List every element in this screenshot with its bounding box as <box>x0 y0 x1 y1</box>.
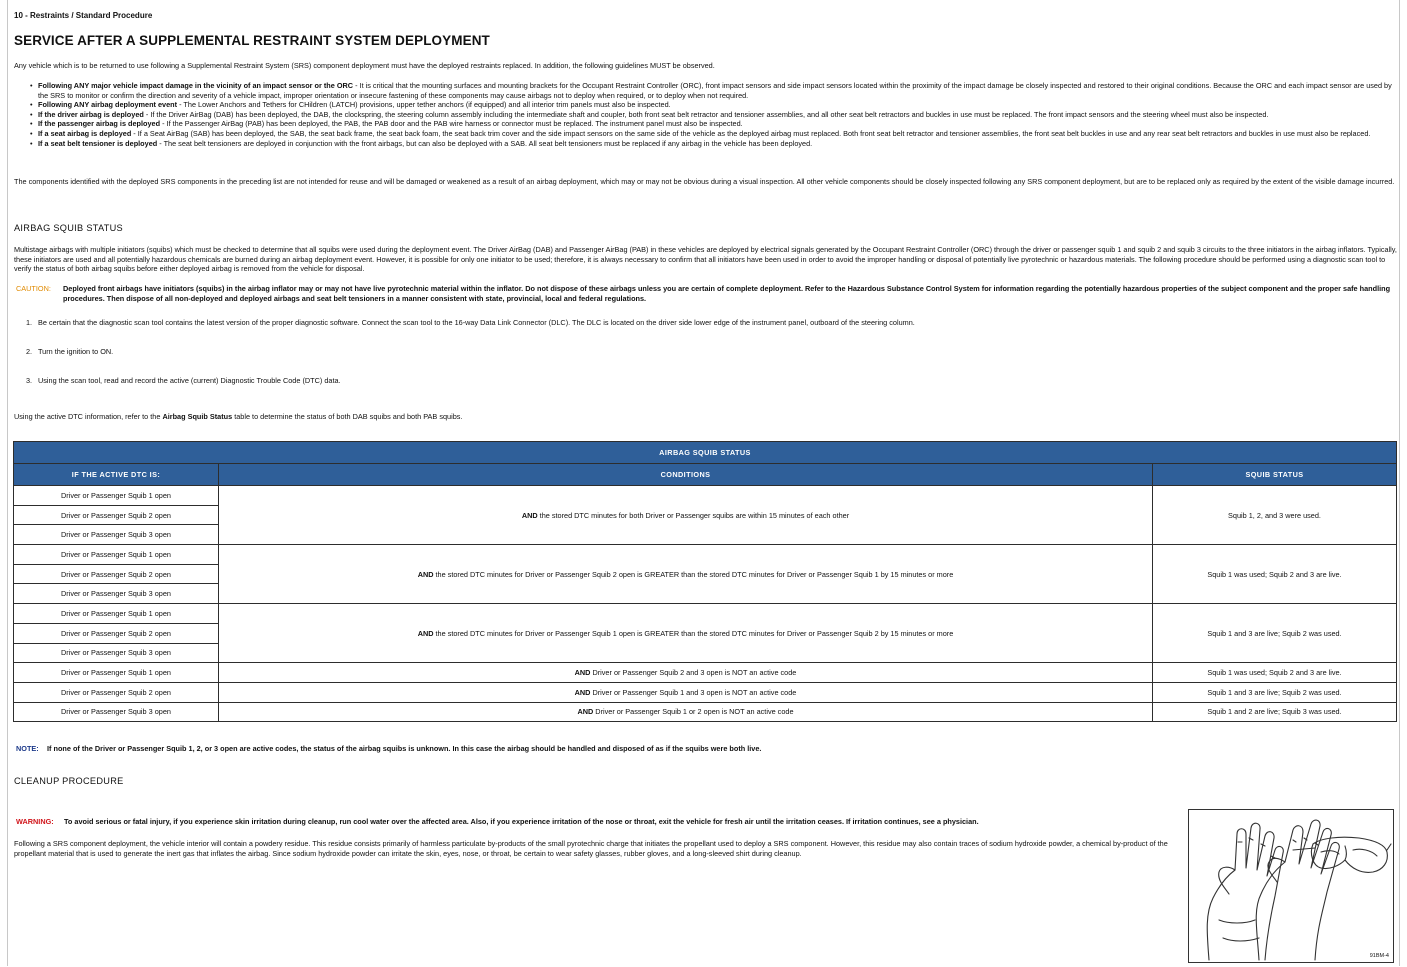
condition-text: the stored DTC minutes for both Driver or Passenger squibs are within 15 minutes of each other <box>537 510 850 520</box>
step-text: Using the scan tool, read and record the active (current) Diagnostic Trouble Code (DTC) data. <box>38 376 341 385</box>
condition-cell <box>219 702 1153 722</box>
dtc-cell: Driver or Passenger Squib 3 open <box>14 702 219 722</box>
intro-paragraph: Any vehicle which is to be returned to use following a Supplemental Restraint System (SRS) component deployment must have the deployed restraints replaced. In addition, the following guidelines MUST be observed. <box>14 61 715 70</box>
bullet-lead: If the driver airbag is deployed <box>38 109 144 119</box>
bullet-text: - The Lower Anchors and Tethers for CHildren (LATCH) provisions, upper tether anchors (if equipped) and all interior trim panels must also be inspected. <box>177 100 671 110</box>
bullet-lead: Following ANY airbag deployment event <box>38 100 178 110</box>
refer-paragraph <box>14 412 1397 422</box>
table-row <box>14 545 1397 565</box>
condition-text: the stored DTC minutes for Driver or Passenger Squib 2 open is GREATER than the stored DTC minutes for Driver or Passenger Squib 1 by 15 minutes or more <box>433 569 954 579</box>
bullet-lead: If a seat airbag is deployed <box>38 128 132 138</box>
dtc-cell: Driver or Passenger Squib 1 open <box>14 545 219 565</box>
refer-post: table to determine the status of both DAB squibs and both PAB squibs. <box>232 412 463 421</box>
page-left-border <box>7 0 8 966</box>
cleanup-heading: CLEANUP PROCEDURE <box>14 776 124 786</box>
dtc-cell: Driver or Passenger Squib 2 open <box>14 505 219 525</box>
condition-text: Driver or Passenger Squib 2 and 3 open is NOT an active code <box>590 668 797 678</box>
step-number: 1. <box>26 318 33 327</box>
refer-pre: Using the active DTC information, refer to the <box>14 412 163 421</box>
bullet-text: - If the Passenger AirBag (PAB) has been deployed, the PAB, the PAB door and the PAB wire harness or connector must be replaced. The instrument panel must also be inspected. <box>160 119 743 129</box>
and-label: AND <box>417 628 434 638</box>
squib-status-heading: AIRBAG SQUIB STATUS <box>14 223 123 233</box>
and-label: AND <box>577 707 594 717</box>
list-item <box>38 129 1398 139</box>
table-row <box>14 682 1397 702</box>
guidelines-list <box>30 81 1398 148</box>
and-label: AND <box>574 687 591 697</box>
step-number: 3. <box>26 376 33 385</box>
gloves-and-glasses-illustration <box>1189 810 1393 962</box>
condition-text: Driver or Passenger Squib 1 and 3 open is NOT an active code <box>590 687 797 697</box>
warning-text: To avoid serious or fatal injury, if you experience skin irritation during cleanup, run cool water over the affected area. Also, if you experience irritation of the nose or throat, exit the vehicle for fresh air until the irritation ceases. If irritation continues, see a physician. <box>64 817 979 826</box>
condition-cell <box>219 682 1153 702</box>
note-text: If none of the Driver or Passenger Squib 1, 2, or 3 open are active codes, the status of the airbag squibs is unknown. In this case the airbag should be handled and disposed of as if the squibs were both live. <box>47 744 762 753</box>
caution-text: Deployed front airbags have initiators (squibs) in the airbag inflator may or may not have live pyrotechnic material within the inflator. Do not dispose of these airbags unless you are certain of complete deployment. Refer to the Hazardous Substance Control System for information regarding the potentially hazardous properties of the subject component and the proper safe handling procedures. Then dispose of all non-deployed and deployed airbags and seat belt tensioners in a manner consistent with state, provincial, local and federal regulations. <box>63 284 1391 303</box>
note-callout <box>16 744 1394 754</box>
status-cell: Squib 1 and 3 are live; Squib 2 was used. <box>1153 604 1397 663</box>
list-item <box>38 119 1398 129</box>
bullet-text: - It is critical that the mounting surfaces and mounting brackets for the Occupant Restraint Controller (ORC), front impact sensors and side impact sensors located within the proximity of the impact damage be closely inspected and restored to their original conditions. Because the ORC and each impact sensor are used by the SRS to monitor or confirm the direction and severity of a vehicle impact, improper orientation or insecure fastening of these components may cause airbags not to deploy when required, or to deploy when not required. <box>38 81 1392 100</box>
bullet-text: - If a Seat AirBag (SAB) has been deployed, the SAB, the seat back frame, the seat back foam, the seat back trim cover and the side impact sensors on the same side of the vehicle as the deployed airbag must replaced. Both front seat belt retractor and tensioner assemblies, the front seat belt buckles in use and any rear seat belt retractors and buckles in use must also be replaced. <box>131 128 1371 138</box>
table-reference-link: Airbag Squib Status <box>162 412 233 421</box>
and-label: AND <box>417 569 434 579</box>
bullet-lead: If the passenger airbag is deployed <box>38 119 161 129</box>
bullet-text: - If the Driver AirBag (DAB) has been deployed, the DAB, the clockspring, the steering column assembly including the intermediate shaft and coupler, both front seat belt retractor and tensioner assemblies, and all other seat belt retractors and buckles in use must be replaced. The front impact sensors and the steering wheel must also be inspected. <box>143 109 1269 119</box>
figure-label: 91BM-4 <box>1369 953 1389 959</box>
status-cell: Squib 1 was used; Squib 2 and 3 are live. <box>1153 663 1397 683</box>
list-item <box>38 100 1398 110</box>
page-title: SERVICE AFTER A SUPPLEMENTAL RESTRAINT SYSTEM DEPLOYMENT <box>14 33 490 48</box>
table-row <box>14 663 1397 683</box>
note-label: NOTE: <box>16 744 39 753</box>
safety-gear-figure <box>1188 809 1394 963</box>
breadcrumb: 10 - Restraints / Standard Procedure <box>14 11 153 20</box>
table-row <box>14 702 1397 722</box>
and-label: AND <box>521 510 538 520</box>
dtc-cell: Driver or Passenger Squib 1 open <box>14 663 219 683</box>
list-item <box>38 110 1398 120</box>
caution-label: CAUTION: <box>16 284 51 293</box>
condition-cell <box>219 604 1153 663</box>
column-header-conditions: CONDITIONS <box>219 464 1153 486</box>
condition-cell <box>219 545 1153 604</box>
squib-status-table <box>13 441 1397 722</box>
condition-cell <box>219 663 1153 683</box>
table-caption: AIRBAG SQUIB STATUS <box>14 442 1397 464</box>
condition-text: Driver or Passenger Squib 1 or 2 open is NOT an active code <box>593 707 794 717</box>
dtc-cell: Driver or Passenger Squib 1 open <box>14 604 219 624</box>
column-header-status: SQUIB STATUS <box>1153 464 1397 486</box>
condition-cell <box>219 486 1153 545</box>
condition-text: the stored DTC minutes for Driver or Passenger Squib 1 open is GREATER than the stored DTC minutes for Driver or Passenger Squib 2 by 15 minutes or more <box>433 628 954 638</box>
squib-paragraph: Multistage airbags with multiple initiators (squibs) which must be checked to determine that all squibs were used during the deployment event. The Driver AirBag (DAB) and Passenger AirBag (PAB) in these vehicles are deployed by electrical signals generated by the Occupant Restraint Controller (ORC) through the driver or passenger squib 1 and squib 2 and squib 3 circuits to the three initiators in the airbag inflators. Typically, these initiators are used and all potentially hazardous chemicals are burned during an airbag deployment event. However, it is possible for only one initiator to be used; therefore, it is always necessary to confirm that all initiators have been used in order to avoid the improper handling or disposal of potentially live pyrotechnic or hazardous materials. The following procedure should be performed using a diagnostic scan tool to verify the status of both airbag squibs before either deployed airbag is removed from the vehicle for disposal. <box>14 245 1397 274</box>
step-text: Turn the ignition to ON. <box>38 347 114 356</box>
page-right-border <box>1399 0 1400 966</box>
table-row <box>14 604 1397 624</box>
and-label: AND <box>574 668 591 678</box>
bullet-text: - The seat belt tensioners are deployed in conjunction with the front airbags, but can also be deployed with a SAB. All seat belt tensioners must be replaced if any airbag in the vehicle has been deployed. <box>157 138 813 148</box>
step-number: 2. <box>26 347 33 356</box>
status-cell: Squib 1 was used; Squib 2 and 3 are live. <box>1153 545 1397 604</box>
status-cell: Squib 1 and 3 are live; Squib 2 was used. <box>1153 682 1397 702</box>
warning-callout <box>16 817 1176 827</box>
step-text: Be certain that the diagnostic scan tool contains the latest version of the proper diagnostic software. Connect the scan tool to the 16-way Data Link Connector (DLC). The DLC is located on the driver side lower edge of the instrument panel, outboard of the steering column. <box>38 318 915 327</box>
caution-callout <box>16 284 1394 303</box>
dtc-cell: Driver or Passenger Squib 3 open <box>14 525 219 545</box>
warning-label: WARNING: <box>16 817 54 826</box>
dtc-cell: Driver or Passenger Squib 2 open <box>14 564 219 584</box>
step-1 <box>26 318 915 327</box>
step-2 <box>26 347 113 356</box>
bullet-lead: If a seat belt tensioner is deployed <box>38 138 158 148</box>
components-paragraph: The components identified with the deployed SRS components in the preceding list are not intended for reuse and will be damaged or weakened as a result of an airbag deployment, which may or may not be obvious during a visual inspection. All other vehicle components should be closely inspected following any SRS component deployment, but are to be replaced only as required by the extent of the visible damage incurred. <box>14 177 1395 186</box>
table-row <box>14 486 1397 506</box>
column-header-dtc: IF THE ACTIVE DTC IS: <box>14 464 219 486</box>
cleanup-paragraph: Following a SRS component deployment, the vehicle interior will contain a powdery residue. This residue consists primarily of harmless particulate by-products of the small pyrotechnic charge that initiates the propellant used to deploy a SRS component. However, this residue may also contain traces of sodium hydroxide powder, a chemical by-product of the propellant material that is used to generate the inert gas that inflates the airbag. Since sodium hydroxide powder can irritate the skin, eyes, nose, or throat, be certain to wear safety glasses, rubber gloves, and a long-sleeved shirt during cleanup. <box>14 839 1168 858</box>
dtc-cell: Driver or Passenger Squib 3 open <box>14 643 219 663</box>
list-item <box>38 81 1398 100</box>
status-cell: Squib 1 and 2 are live; Squib 3 was used. <box>1153 702 1397 722</box>
dtc-cell: Driver or Passenger Squib 1 open <box>14 486 219 506</box>
status-cell: Squib 1, 2, and 3 were used. <box>1153 486 1397 545</box>
dtc-cell: Driver or Passenger Squib 3 open <box>14 584 219 604</box>
bullet-lead: Following ANY major vehicle impact damage in the vicinity of an impact sensor or the ORC <box>38 81 354 90</box>
list-item <box>38 139 1398 149</box>
dtc-cell: Driver or Passenger Squib 2 open <box>14 682 219 702</box>
step-3 <box>26 376 341 385</box>
dtc-cell: Driver or Passenger Squib 2 open <box>14 623 219 643</box>
